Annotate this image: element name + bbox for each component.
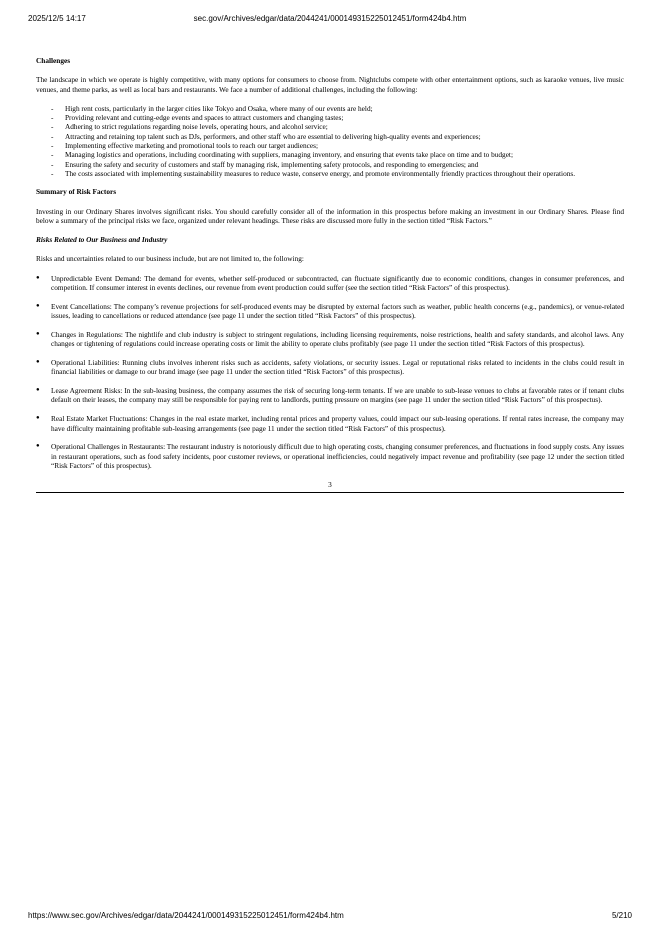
print-header (28, 14, 632, 26)
list-item: - High rent costs, particularly in the larger cities like Tokyo and Osaka, where many of our events are held; (51, 103, 373, 113)
list-item: ● Operational Liabilities: Running clubs involves inherent risks such as accidents, safety violations, or security issues. Legal or reputational risks related to incidents in the clubs could result in financial liabilities or damage to our brand image (see page 11 under the section titled “Risk Factors” of this prospectus). (36, 358, 624, 377)
list-item: ● Changes in Regulations: The nightlife and club industry is subject to stringent regulations, including licensing requirements, noise restrictions, health and safety standards, and alcohol laws. Any changes or tightening of regulations could increase operating costs or limit the ability to operate clubs profitably (see page 11 under the section titled “Risk Factors of this prospectus). (36, 329, 624, 349)
dash-marker: - (51, 103, 54, 113)
bullet-icon: ● (36, 359, 40, 366)
list-item: - Managing logistics and operations, including coordinating with suppliers, managing inventory, and ensuring that events take place on time and to budget; (51, 150, 513, 160)
bullet-icon: ● (36, 443, 40, 450)
dash-marker: - (51, 159, 54, 169)
print-footer (28, 911, 632, 923)
summary-text: Investing in our Ordinary Shares involves significant risks. You should carefully consider all of the information in this prospectus before making an investment in our Ordinary Shares. Please find below a summary of the principal risks we face, organized under relevant headings. These risks are discussed more fully in the section titled “Risk Factors.” (36, 206, 624, 225)
dash-marker: - (51, 168, 54, 178)
dash-marker: - (51, 141, 54, 151)
list-item: ● Real Estate Market Fluctuations: Changes in the real estate market, including rental prices and property values, could impact our sub-leasing operations. If rental rates increase, the company may have difficulty maintaining profitable sub-leasing arrangements (see page 11 under the section titled “Risk Factors” of this prospectus). (36, 414, 624, 433)
print-datetime: 2025/12/5 14:17 (28, 14, 86, 23)
print-page-count: 5/210 (611, 911, 632, 920)
bullet-icon: ● (36, 415, 40, 422)
risk-factors-list (36, 274, 624, 470)
challenges-list (36, 104, 624, 178)
bullet-icon: ● (36, 330, 40, 337)
list-item: - Providing relevant and cutting-edge events and spaces to attract customers and changing tastes; (51, 113, 344, 123)
print-page-title: sec.gov/Archives/edgar/data/2044241/000149315225012451/form424b4.htm (193, 14, 467, 23)
list-item: ● Event Cancellations: The company’s revenue projections for self-produced events may be disrupted by external factors such as weather, public health concerns (e.g., pandemics), or venue-related issues, leading to cancellations or reduced attendance (see page 11 under the section titled “Risk Factors” of this prospectus). (36, 301, 624, 321)
challenges-heading: Challenges (36, 56, 71, 65)
list-item: ● Unpredictable Event Demand: The demand for events, whether self-produced or subcontracted, can fluctuate significantly due to economic conditions, changes in consumer preferences, and competition. If consumer interest in events declines, our revenue from event production could suffer (see the section titled “Risk Factors” of this prospectus). (36, 273, 624, 293)
document-body (36, 56, 624, 493)
list-item: ● Lease Agreement Risks: In the sub-leasing business, the company assumes the risk of securing long-term tenants. If we are unable to sub-lease venues to clubs at favorable rates or if tenant clubs default on their leases, the company may still be responsible for paying rent to landlords, putting pressure on margins (see page 11 under the section titled “Risk Factors” of this prospectus). (36, 386, 624, 405)
list-item: - Attracting and retaining top talent such as DJs, performers, and other staff who are essential to delivering high-quality events and experiences; (51, 131, 481, 141)
print-url: https://www.sec.gov/Archives/edgar/data/2044241/000149315225012451/form424b4.htm (28, 911, 344, 920)
divider (36, 492, 624, 493)
dash-marker: - (51, 113, 54, 123)
challenges-intro: The landscape in which we operate is highly competitive, with many options for consumers to choose from. Nightclubs compete with other entertainment options, such as karaoke venues, live music venues, and theme parks, as well as local bars and restaurants. We face a number of additional challenges, including the following: (36, 75, 624, 94)
list-item: - Ensuring the safety and security of customers and staff by managing risk, implementing safety protocols, and responding to emergencies; and (51, 159, 479, 169)
summary-heading: Summary of Risk Factors (36, 187, 117, 197)
dash-marker: - (51, 150, 54, 160)
list-item: - The costs associated with implementing sustainability measures to reduce waste, conserve energy, and promote environmentally friendly practices throughout their operations. (51, 168, 576, 178)
business-risks-heading: Risks Related to Our Business and Industry (36, 235, 168, 245)
dash-marker: - (51, 131, 54, 141)
list-item: ● Operational Challenges in Restaurants: The restaurant industry is notoriously difficult due to high operating costs, changing consumer preferences, and fluctuations in food supply costs. Any issues in restaurant operations, such as food safety incidents, poor customer reviews, or operational inefficiencies, could negatively impact revenue and profitability (see page 12 under the section titled “Risk Factors” of this prospectus). (36, 442, 624, 470)
dash-marker: - (51, 122, 54, 132)
list-item: - Implementing effective marketing and promotional tools to reach our target audiences; (51, 141, 319, 151)
bullet-icon: ● (36, 302, 40, 309)
bullet-icon: ● (36, 387, 40, 394)
list-item: - Adhering to strict regulations regarding noise levels, operating hours, and alcohol service; (51, 122, 328, 132)
bullet-icon: ● (36, 274, 40, 281)
business-risks-intro: Risks and uncertainties related to our business include, but are not limited to, the following: (36, 254, 304, 264)
page-number: 3 (328, 479, 332, 489)
